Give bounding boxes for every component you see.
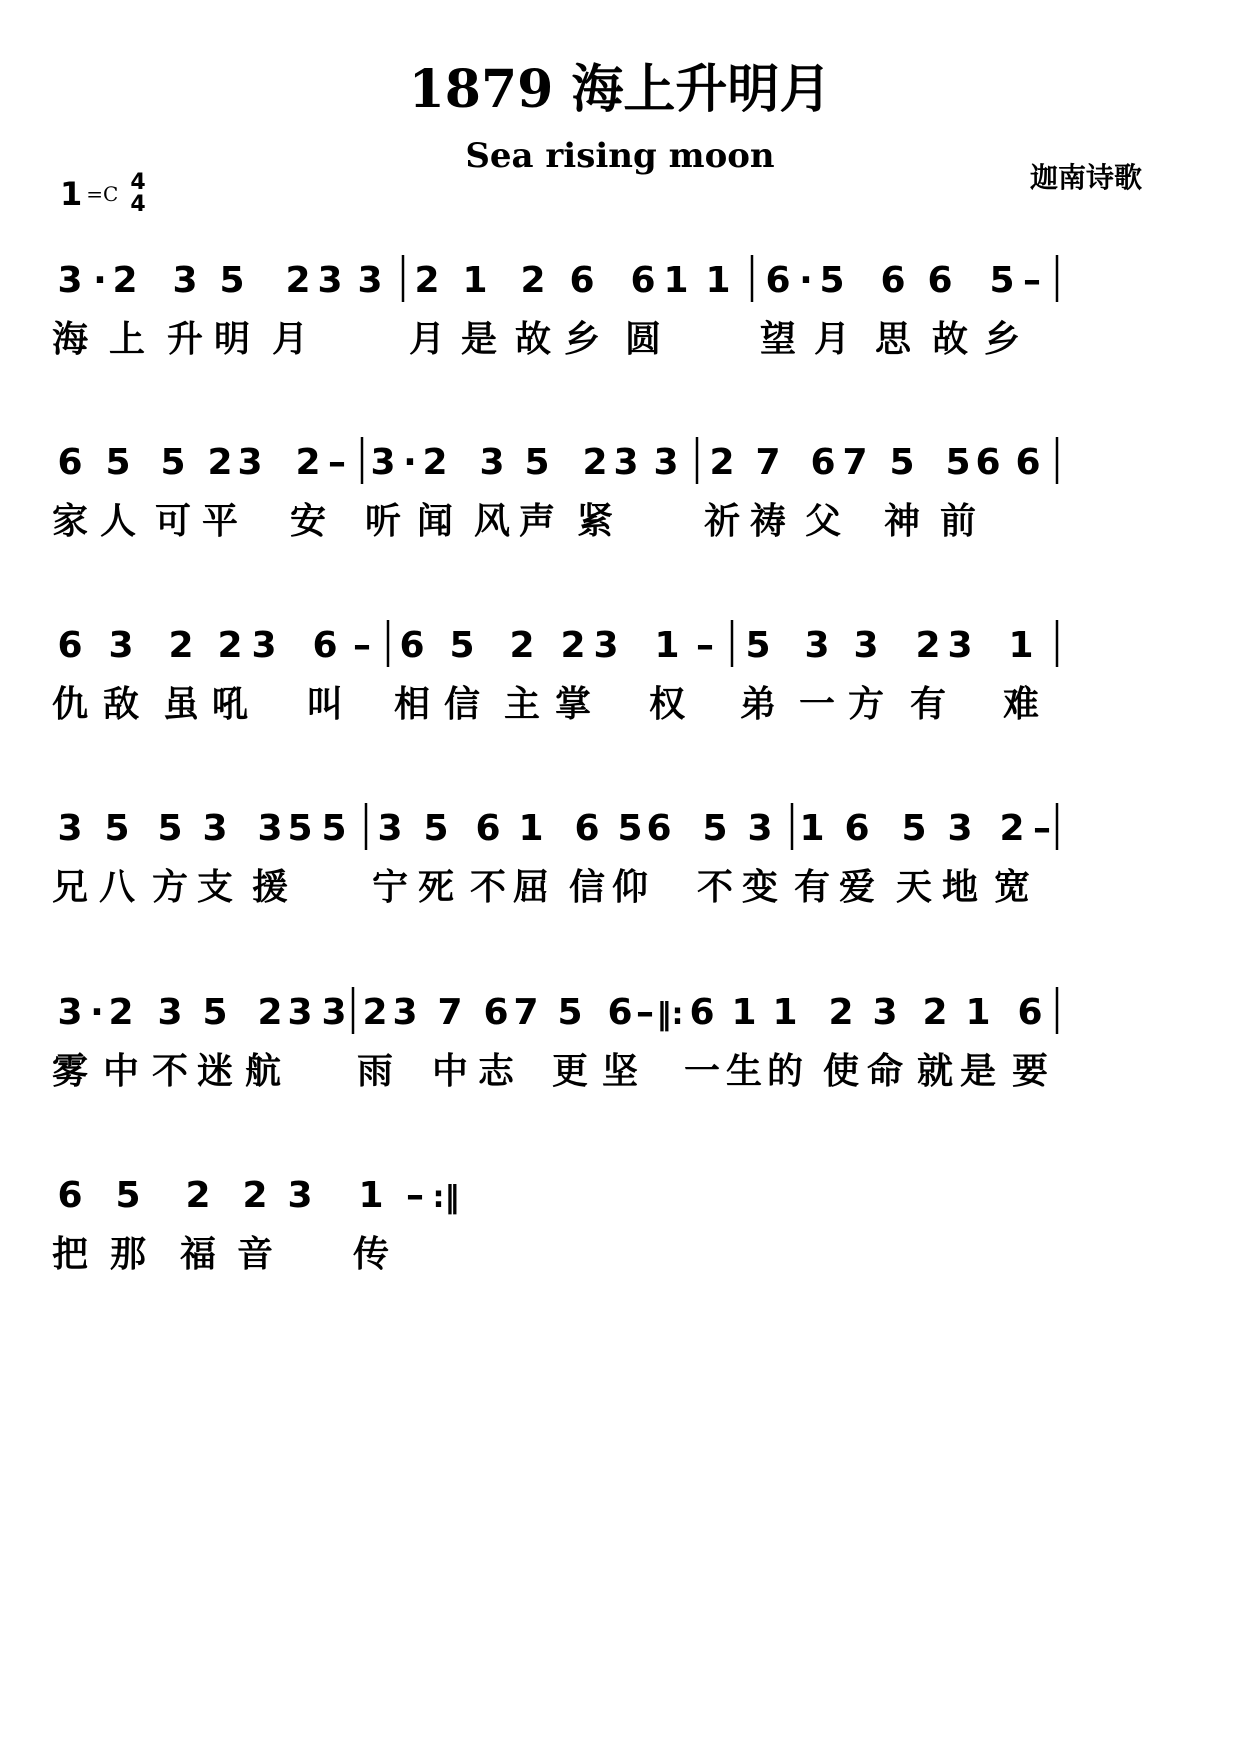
note: 5 [901,808,927,849]
lyric-char: 闻 [416,501,454,542]
note: 6 [927,260,953,301]
note: 1 [663,260,689,301]
system-4 [0,748,1240,928]
lyric-line [0,1052,1240,1102]
note: · [90,992,104,1033]
note: · [799,260,813,301]
note: – [696,625,714,666]
lyric-char: 虽 [162,684,200,725]
notation-line [0,422,1240,512]
lyric-char: 圆 [624,319,662,360]
note: – [406,1175,424,1216]
note: 1 [799,808,825,849]
note: 2 [509,625,535,666]
note: 2 [422,442,448,483]
note: 2 [217,625,243,666]
lyric-char: 神 [883,501,921,542]
lyric-char: 中 [102,1051,140,1092]
note: 6 [844,808,870,849]
note: 6 [975,442,1001,483]
note: 2 [582,442,608,483]
lyric-char: 八 [98,867,136,908]
lyric-char: 吼 [211,684,249,725]
lyric-char: 叫 [306,684,344,725]
lyric-char: 信 [568,867,606,908]
lyric-char: 前 [939,501,977,542]
note: 3 [157,992,183,1033]
note: 2 [922,992,948,1033]
note: 3 [947,808,973,849]
time-top: 4 [130,170,146,195]
note: 2 [242,1175,268,1216]
lyric-char: 望 [759,319,797,360]
note: 2 [709,442,735,483]
lyric-char: 乡 [983,319,1021,360]
note: 1 [965,992,991,1033]
note: 5 [287,808,313,849]
lyric-char: 故 [931,319,969,360]
note: 5 [449,625,475,666]
song-subtitle: Sea rising moon [465,136,775,176]
note: · [403,442,417,483]
lyric-char: 掌 [554,684,592,725]
note: 6 [574,808,600,849]
lyric-line [0,1235,1240,1285]
note: 6 [399,625,425,666]
lyric-char: 爱 [838,867,876,908]
note: 7 [513,992,539,1033]
note: 2 [207,442,233,483]
note: 6 [607,992,633,1033]
note: 7 [437,992,463,1033]
note: 5 [945,442,971,483]
note: 1 [772,992,798,1033]
note: 2 [520,260,546,301]
lyric-line [0,320,1240,370]
note: · [93,260,107,301]
note: 5 [745,625,771,666]
lyric-char: 方 [151,867,189,908]
note: 3 [947,625,973,666]
lyric-char: 宽 [993,867,1031,908]
lyric-char: 一 [798,684,836,725]
note: 2 [414,260,440,301]
note: 3 [370,442,396,483]
lyric-line [0,685,1240,735]
note: – [353,625,371,666]
lyric-char: 天 [895,867,933,908]
note: 3 [479,442,505,483]
lyric-char: 航 [244,1051,282,1092]
note: 3 [287,1175,313,1216]
notation-line [0,1155,1240,1245]
lyric-char: 福 [179,1234,217,1275]
lyric-char: 上 [108,319,146,360]
lyric-char: 有 [793,867,831,908]
lyric-char: 难 [1002,684,1040,725]
note: 3 [872,992,898,1033]
note: 3 [57,260,83,301]
lyric-line [0,502,1240,552]
lyric-char: 雾 [51,1051,89,1092]
note: 6 [646,808,672,849]
notation-line [0,972,1240,1062]
key-equals: =C [86,182,119,206]
system-1 [0,200,1240,380]
note: 3 [108,625,134,666]
lyric-char: 要 [1011,1051,1049,1092]
lyric-char: 不 [469,867,507,908]
note: 6 [57,442,83,483]
lyric-char: 仇 [51,684,89,725]
note: 1 [654,625,680,666]
note: 2 [295,442,321,483]
note: 6 [1017,992,1043,1033]
note: 2 [828,992,854,1033]
note: 6 [312,625,338,666]
notation-line [0,788,1240,878]
note: 5 [557,992,583,1033]
lyric-char: 命 [866,1051,904,1092]
note: 2 [915,625,941,666]
lyric-char: 月 [813,319,851,360]
note: 3 [613,442,639,483]
lyric-char: 不 [696,867,734,908]
lyric-line [0,868,1240,918]
lyric-char: 地 [941,867,979,908]
note: 1 [462,260,488,301]
note: 3 [357,260,383,301]
lyric-char: 使 [822,1051,860,1092]
note: 6 [57,625,83,666]
lyric-char: 明 [213,319,251,360]
lyric-char: 平 [201,501,239,542]
note: 5 [889,442,915,483]
note: 2 [168,625,194,666]
song-title: 1879 海上升明月 [408,59,832,120]
note: 3 [804,625,830,666]
note: 7 [755,442,781,483]
lyric-char: 安 [289,501,327,542]
note: 3 [287,992,313,1033]
note: 2 [257,992,283,1033]
lyric-char: 海 [51,319,89,360]
lyric-char: 月 [408,319,446,360]
lyric-char: 一 [683,1051,721,1092]
note: 3 [317,260,343,301]
note: 3 [853,625,879,666]
note: 6 [630,260,656,301]
note: 5 [104,808,130,849]
lyric-char: 中 [431,1051,469,1092]
note: 3 [57,992,83,1033]
note: 5 [115,1175,141,1216]
note: 3 [251,625,277,666]
lyric-char: 祷 [749,501,787,542]
note: 3 [392,992,418,1033]
lyric-char: 紧 [576,501,614,542]
lyric-char: 信 [443,684,481,725]
lyric-char: 就 [916,1051,954,1092]
lyric-char: 变 [741,867,779,908]
lyric-char: 风 [473,501,511,542]
lyric-char: 是 [460,319,498,360]
note: 5 [321,808,347,849]
lyric-char: 弟 [739,684,777,725]
note: 5 [423,808,449,849]
lyric-char: 有 [909,684,947,725]
time-bottom: 4 [130,192,146,217]
note: 5 [702,808,728,849]
note: 6 [475,808,501,849]
lyric-char: 那 [109,1234,147,1275]
note: 3 [653,442,679,483]
lyric-char: 故 [514,319,552,360]
note: 5 [219,260,245,301]
lyric-char: 父 [804,501,842,542]
system-3 [0,565,1240,745]
note: 1 [731,992,757,1033]
note: 5 [160,442,186,483]
note: 2 [285,260,311,301]
note: 6 [765,260,791,301]
lyric-char: 思 [874,319,912,360]
note: 3 [377,808,403,849]
note: 3 [257,808,283,849]
lyric-char: 可 [154,501,192,542]
note: 6 [1015,442,1041,483]
system-2 [0,382,1240,562]
lyric-char: 声 [518,501,556,542]
system-5 [0,932,1240,1112]
notation-line [0,240,1240,330]
lyric-char: 的 [766,1051,804,1092]
note: 6 [569,260,595,301]
lyric-char: 雨 [356,1051,394,1092]
note: 6 [689,992,715,1033]
lyric-char: 迷 [196,1051,234,1092]
lyric-char: 方 [847,684,885,725]
lyric-char: 祈 [703,501,741,542]
note: 5 [202,992,228,1033]
lyric-char: 音 [236,1234,274,1275]
note: 2 [108,992,134,1033]
lyric-char: 更 [551,1051,589,1092]
lyric-char: 家 [51,501,89,542]
note: – [328,442,346,483]
lyric-char: 相 [393,684,431,725]
note: 6 [483,992,509,1033]
lyric-char: 乡 [563,319,601,360]
lyric-char: 传 [352,1234,390,1275]
note: 2 [185,1175,211,1216]
system-6 [0,1115,1240,1295]
note: 6 [880,260,906,301]
note: – [1033,808,1051,849]
lyric-char: 援 [251,867,289,908]
lyric-char: 屈 [512,867,550,908]
lyric-char: 把 [51,1234,89,1275]
key-tonic: 1 [60,175,83,213]
note: 3 [57,808,83,849]
note: 3 [237,442,263,483]
note: 3 [172,260,198,301]
lyric-char: 月 [271,319,309,360]
note: 6 [57,1175,83,1216]
note: 2 [999,808,1025,849]
lyric-char: 仰 [611,867,649,908]
note: 5 [617,808,643,849]
lyric-char: 支 [196,867,234,908]
note: 5 [989,260,1015,301]
lyric-char: 是 [959,1051,997,1092]
note: 3 [202,808,228,849]
lyric-char: 生 [725,1051,763,1092]
note: 5 [105,442,131,483]
note: 1 [518,808,544,849]
note: 2 [362,992,388,1033]
lyric-char: 主 [503,684,541,725]
lyric-char: 权 [648,684,686,725]
note: 5 [157,808,183,849]
note: 5 [819,260,845,301]
lyric-char: 坚 [601,1051,639,1092]
author: 迦南诗歌 [1030,161,1143,194]
note: 1 [1008,625,1034,666]
note: 3 [593,625,619,666]
note: 3 [321,992,347,1033]
lyric-char: 兄 [51,867,89,908]
lyric-char: 敌 [102,684,140,725]
note: 6 [810,442,836,483]
lyric-char: 宁 [371,867,409,908]
note: 3 [747,808,773,849]
note: – [636,992,654,1033]
notation-line [0,605,1240,695]
lyric-char: 志 [477,1051,515,1092]
note: 1 [705,260,731,301]
lyric-char: 死 [417,867,455,908]
note: 5 [524,442,550,483]
lyric-char: 听 [364,501,402,542]
note: 1 [358,1175,384,1216]
note: 7 [842,442,868,483]
lyric-char: 人 [99,501,137,542]
note: :‖ [432,1180,460,1215]
note: ‖: [656,997,684,1032]
note: – [1023,260,1041,301]
note: 2 [112,260,138,301]
lyric-char: 升 [166,319,204,360]
note: 2 [560,625,586,666]
lyric-char: 不 [151,1051,189,1092]
